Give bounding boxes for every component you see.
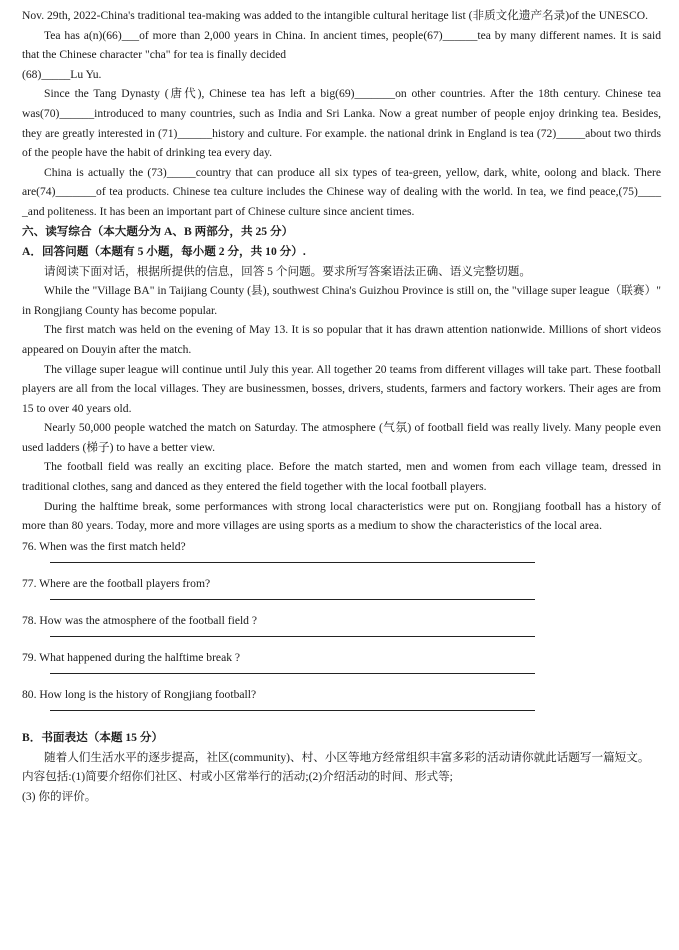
partB-para3: (3) 你的评价。 <box>22 790 97 804</box>
partA-title: A．回答问题（本题有 5 小题，每小题 2 分，共 10 分）. <box>22 244 306 258</box>
passage2-para2: The first match was held on the evening of May 13. It is so popular that it has drawn attention nationwide. Millions of short videos appeared on Douyin after the match. <box>22 323 661 356</box>
question-79: 79. What happened during the halftime break ? <box>22 650 241 664</box>
question-77: 77. Where are the football players from? <box>22 576 211 590</box>
partA-instructions: 请阅读下面对话，根据所提供的信息，回答 5 个问题。要求所写答案语法正确、语义完整切题。 <box>44 264 531 278</box>
passage1-para2-cont: (68)_____Lu Yu. <box>22 67 102 81</box>
answer-line-80[interactable] <box>50 710 535 711</box>
answer-line-79[interactable] <box>50 673 535 674</box>
section6-title: 六、读写综合（本大题分为 A、B 两部分，共 25 分） <box>22 224 294 238</box>
passage2-para1: While the "Village BA" in Taijiang County (县), southwest China's Guizhou Province is still on, the "village super league（联赛）" in Rongjiang County has become popular. <box>22 284 661 317</box>
passage1-para3: Since the Tang Dynasty (唐代), Chinese tea has left a big(69)_______on other countries. After the 18th century. Chinese tea was(70)______introduced to many countries, such as India and Sri Lanka. Now a great number of people enjoy drinking tea. Besides, they are greatly interested in (71)______history and culture. For example. the national drink in England is tea (72)_____about two thirds of the people have the habit of drinking tea every day. <box>22 87 661 160</box>
passage2-para4: Nearly 50,000 people watched the match on Saturday. The atmosphere (气氛) of football field was really lively. Many people even used ladders (梯子) to have a better view. <box>22 421 661 454</box>
question-76: 76. When was the first match held? <box>22 539 186 553</box>
passage1-para4: China is actually the (73)_____country that can produce all six types of tea-green, yellow, dark, white, oolong and black. There are(74)_______of tea products. Chinese tea culture includes the Chinese way of dealing with the world. In tea, we find peace,(75)____ _and politeness. It has been an important part of Chinese culture since ancient times. <box>22 165 661 218</box>
passage1-para2: Tea has a(n)(66)___of more than 2,000 years in China. In ancient times, people(67)______tea by many different names. It is said that the Chinese character "cha" for tea is finally decided <box>22 28 661 62</box>
partB-para2: 内容包括:(1)简要介绍你们社区、村或小区常举行的活动;(2)介绍活动的时间、形式等; <box>22 770 453 784</box>
partB-para1: 随着人们生活水平的逐步提高，社区(community)、村、小区等地方经常组织丰富多彩的活动请你就此话题写一篇短文。 <box>44 750 650 764</box>
answer-line-78[interactable] <box>50 636 535 637</box>
question-78: 78. How was the atmosphere of the football field ? <box>22 613 258 627</box>
question-80: 80. How long is the history of Rongjiang football? <box>22 687 257 701</box>
passage1-intro: Nov. 29th, 2022-China's traditional tea-making was added to the intangible cultural heritage list (非质文化遗产名录)of the UNESCO. <box>22 9 648 22</box>
answer-line-77[interactable] <box>50 599 535 600</box>
answer-line-76[interactable] <box>50 562 535 563</box>
passage2-para6: During the halftime break, some performances with strong local characteristics were put on. Rongjiang football has a history of more than 80 years. Today, more and more villages are using sports as a medium to show the characteristics of the local area. <box>22 499 661 533</box>
passage2-para5: The football field was really an exciting place. Before the match started, men and women from each village team, dressed in traditional clothes, sang and danced as they entered the field together with the local football players. <box>22 460 661 494</box>
passage2-para3: The village super league will continue until July this year. All together 20 teams from different villages will take part. These football players are all from the local villages. They are businessmen, bosses, drivers, students, farmers and factory workers. Their ages are from 15 to over 40 years old. <box>22 362 661 415</box>
partB-title: B．书面表达（本题 15 分） <box>22 730 164 744</box>
